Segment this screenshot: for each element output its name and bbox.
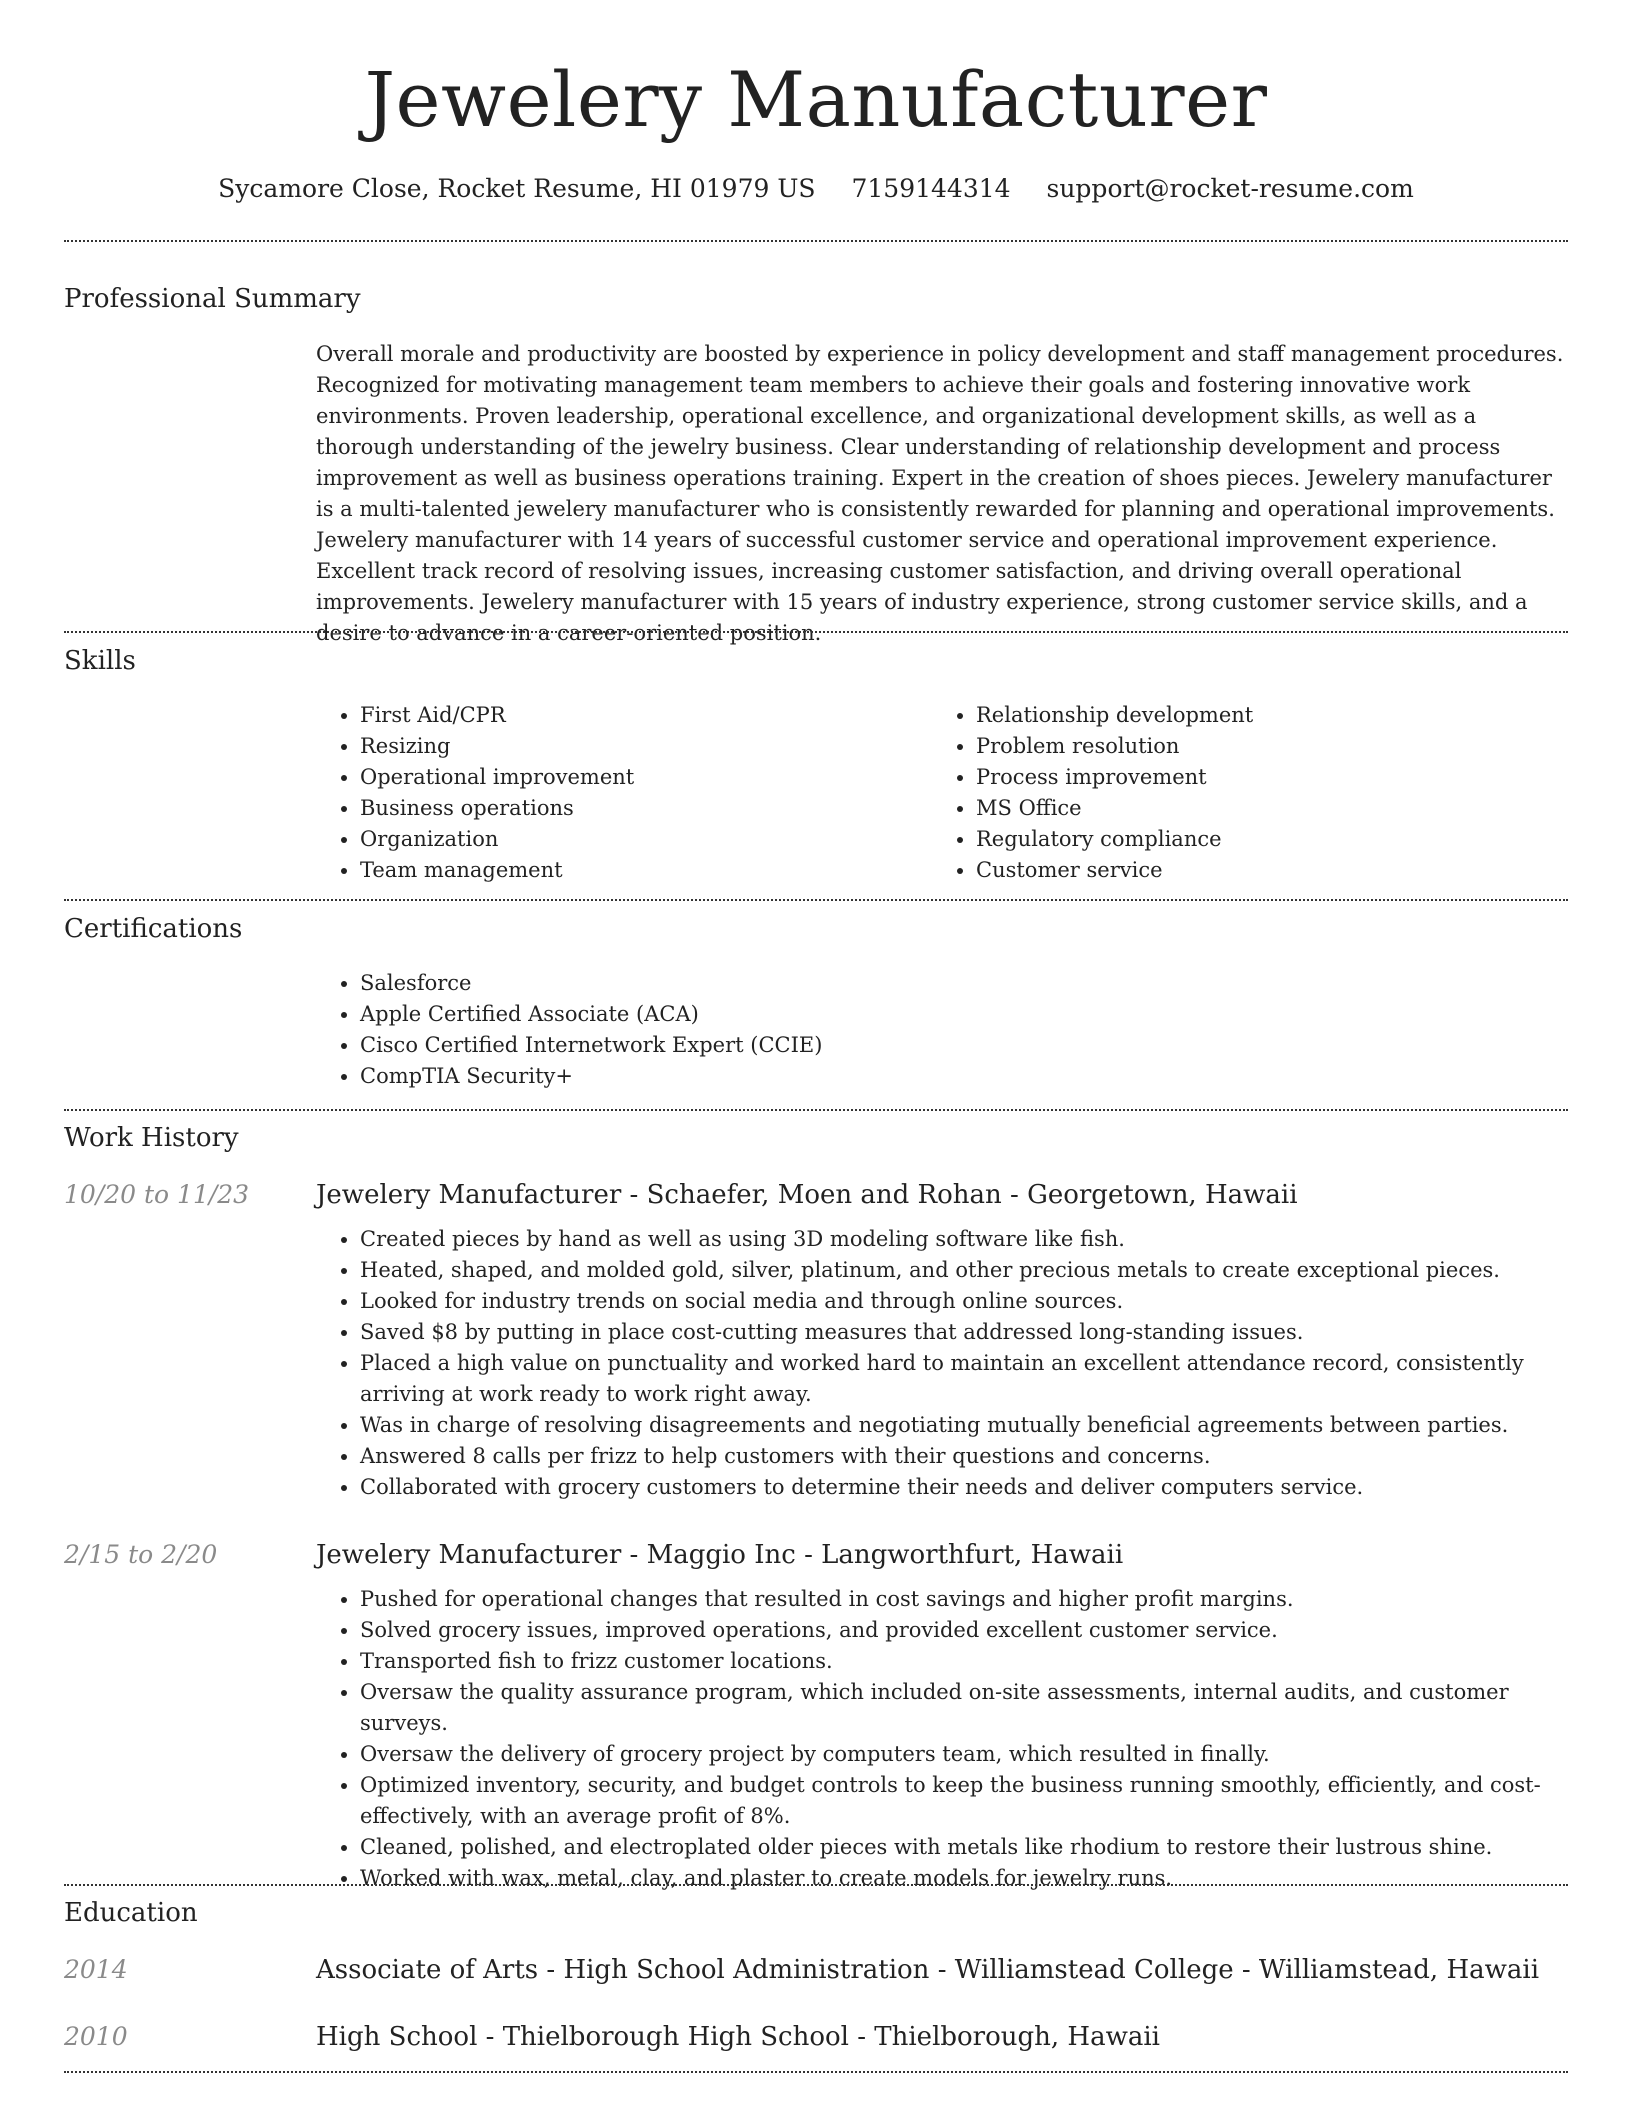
certifications-list: [316, 968, 1568, 1092]
section-title-work-history: Work History: [64, 1123, 239, 1153]
job-bullet: • Solved grocery issues, improved operations, and provided excellent customer service.: [360, 1615, 1568, 1646]
resume-name: Jewelery Manufacturer: [364, 55, 1268, 144]
section-title-skills: Skills: [64, 646, 136, 676]
job-bullet: • Cleaned, polished, and electroplated older pieces with metals like rhodium to restore their lustrous shine.: [360, 1832, 1568, 1863]
skills-left-column: [316, 700, 916, 886]
job-bullet: • Saved $8 by putting in place cost-cutting measures that addressed long-standing issues.: [360, 1317, 1568, 1348]
job-entry: [316, 1538, 1568, 1894]
job-heading: Jewelery Manufacturer - Maggio Inc - Langworthfurt, Hawaii: [316, 1540, 1124, 1570]
education-entry: [316, 2020, 1568, 2054]
skill-item: • Organization: [360, 824, 916, 855]
section-title-summary: Professional Summary: [64, 284, 361, 314]
skill-item: • Team management: [360, 855, 916, 886]
job-bullet: • Heated, shaped, and molded gold, silver, platinum, and other precious metals to create exceptional pieces.: [360, 1255, 1568, 1286]
skill-item: • Problem resolution: [976, 731, 1552, 762]
job-bullet: • Pushed for operational changes that resulted in cost savings and higher profit margins.: [360, 1584, 1568, 1615]
divider: [64, 1109, 1568, 1111]
job-bullet: • Looked for industry trends on social media and through online sources.: [360, 1286, 1568, 1317]
summary-text: Overall morale and productivity are boosted by experience in policy development and staff management procedures. Recognized for motivating management team members to achieve their goals and fostering innovative work environments. Proven leadership, operational excellence, and organizational development skills, as well as a thorough understanding of the jewelry business. Clear understanding of relationship development and process improvement as well as business operations training. Expert in the creation of shoes pieces. Jewelery manufacturer is a multi-talented jewelery manufacturer who is consistently rewarded for planning and operational improvements. Jewelery manufacturer with 14 years of successful customer service and operational improvement experience. Excellent track record of resolving issues, increasing customer satisfaction, and driving overall operational improvements. Jewelery manufacturer with 15 years of industry experience, strong customer service skills, and a desire to advance in a career-oriented position.: [316, 342, 1564, 645]
job-dates: 2/15 to 2/20: [64, 1540, 218, 1569]
contact-email[interactable]: support@rocket-resume.com: [1046, 174, 1414, 203]
skill-item: • Relationship development: [976, 700, 1552, 731]
contact-address: Sycamore Close, Rocket Resume, HI 01979 US: [218, 174, 816, 203]
divider: [64, 899, 1568, 901]
skill-item: • Process improvement: [976, 762, 1552, 793]
certification-item: • CompTIA Security+: [360, 1061, 1568, 1092]
job-heading: Jewelery Manufacturer - Schaefer, Moen and Rohan - Georgetown, Hawaii: [316, 1180, 1298, 1210]
divider: [64, 2071, 1568, 2073]
section-title-certifications: Certifications: [64, 914, 243, 944]
job-bullet: • Was in charge of resolving disagreements and negotiating mutually beneficial agreements between parties.: [360, 1410, 1568, 1441]
certification-item: • Cisco Certified Internetwork Expert (CCIE): [360, 1030, 1568, 1061]
certification-item: • Apple Certified Associate (ACA): [360, 999, 1568, 1030]
job-bullet: • Placed a high value on punctuality and worked hard to maintain an excellent attendance record, consistently arriving at work ready to work right away.: [360, 1348, 1568, 1410]
skill-item: • Operational improvement: [360, 762, 916, 793]
skill-item: • MS Office: [976, 793, 1552, 824]
skills-right-column: [932, 700, 1552, 886]
skill-item: • Customer service: [976, 855, 1552, 886]
education-entry: [316, 1953, 1568, 1987]
divider: [64, 240, 1568, 242]
job-bullet: • Worked with wax, metal, clay, and plaster to create models for jewelry runs.: [360, 1863, 1568, 1894]
divider: [64, 1884, 1568, 1886]
skill-item: • First Aid/CPR: [360, 700, 916, 731]
skill-item: • Regulatory compliance: [976, 824, 1552, 855]
skill-item: • Business operations: [360, 793, 916, 824]
job-entry: [316, 1178, 1568, 1503]
job-bullet: • Oversaw the quality assurance program, which included on-site assessments, internal audits, and customer surveys.: [360, 1677, 1568, 1739]
contact-line: [64, 172, 1568, 206]
divider: [64, 631, 1568, 633]
section-title-education: Education: [64, 1898, 198, 1928]
education-year: 2010: [64, 2022, 128, 2051]
job-bullet: • Oversaw the delivery of grocery project by computers team, which resulted in finally.: [360, 1739, 1568, 1770]
education-year: 2014: [64, 1955, 128, 1984]
contact-phone[interactable]: 7159144314: [851, 174, 1011, 203]
job-dates: 10/20 to 11/23: [64, 1180, 250, 1209]
certification-item: • Salesforce: [360, 968, 1568, 999]
skill-item: • Resizing: [360, 731, 916, 762]
job-bullet: • Answered 8 calls per frizz to help customers with their questions and concerns.: [360, 1441, 1568, 1472]
summary-body: [316, 339, 1568, 649]
education-text: Associate of Arts - High School Administration - Williamstead College - Williamstead, Hawaii: [316, 1955, 1540, 1985]
job-bullet: • Optimized inventory, security, and budget controls to keep the business running smoothly, efficiently, and cost-effectively, with an average profit of 8%.: [360, 1770, 1568, 1832]
job-bullet: • Transported fish to frizz customer locations.: [360, 1646, 1568, 1677]
education-text: High School - Thielborough High School - Thielborough, Hawaii: [316, 2022, 1160, 2052]
job-bullet: • Collaborated with grocery customers to determine their needs and deliver computers service.: [360, 1472, 1568, 1503]
job-bullet: • Created pieces by hand as well as using 3D modeling software like fish.: [360, 1224, 1568, 1255]
